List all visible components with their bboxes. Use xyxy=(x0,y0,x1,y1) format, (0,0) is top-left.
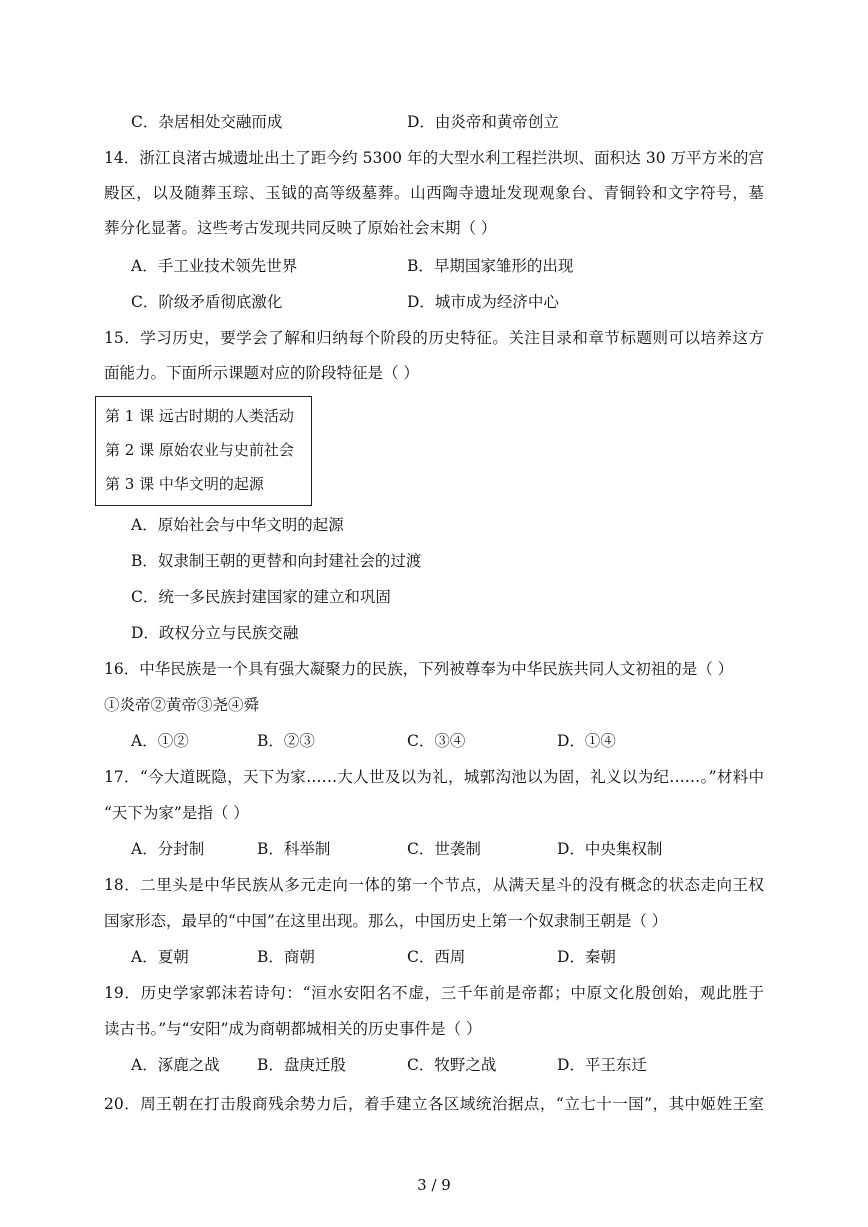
q16-option-d: D．①④ xyxy=(557,732,616,750)
q15-lesson-3: 第 3 课 中华文明的起源 xyxy=(105,475,264,493)
q14-option-b: B．早期国家雏形的出现 xyxy=(407,257,574,275)
q14-stem-line-3: 葬分化显著。这些考古发现共同反映了原始社会末期（ ） xyxy=(104,219,497,237)
q18-option-b: B．商朝 xyxy=(257,948,315,966)
q17-option-b: B．科举制 xyxy=(257,840,331,858)
q20-stem-line-1: 20．周王朝在打击殷商残余势力后，着手建立各区域统治据点，“立七十一国”，其中姬姓王室 xyxy=(104,1095,764,1113)
q16-option-b: B．②③ xyxy=(257,732,315,750)
q15-option-d: D．政权分立与民族交融 xyxy=(131,624,299,642)
q16-stem-line-1: 16．中华民族是一个具有强大凝聚力的民族，下列被尊奉为中华民族共同人文初祖的是（ ） xyxy=(104,660,734,678)
q19-stem-line-1: 19．历史学家郭沫若诗句：“洹水安阳名不虚，三千年前是帝都；中原文化殷创始，观此胜于 xyxy=(104,984,764,1002)
q14-stem-line-2: 殿区，以及随葬玉琮、玉钺的高等级墓葬。山西陶寺遗址发现观象台、青铜铃和文字符号，墓 xyxy=(104,184,764,202)
q14-options-row-2 xyxy=(131,292,771,312)
q15-lesson-1: 第 1 课 远古时期的人类活动 xyxy=(105,407,294,425)
q19-stem-line-2: 读古书。”与“安阳”成为商朝都城相关的历史事件是（ ） xyxy=(104,1020,482,1038)
q19-option-a: A．涿鹿之战 xyxy=(131,1056,220,1074)
q15-stem-line-2: 面能力。下面所示课题对应的阶段特征是（ ） xyxy=(104,364,419,382)
q16-options xyxy=(131,731,771,751)
q14-option-a: A．手工业技术领先世界 xyxy=(131,257,298,275)
q13-option-d: D．由炎帝和黄帝创立 xyxy=(407,113,559,131)
q18-option-d: D．秦朝 xyxy=(557,948,616,966)
q15-option-c-row xyxy=(131,587,771,607)
q18-option-a: A．夏朝 xyxy=(131,948,189,966)
q15-lesson-2: 第 2 课 原始农业与史前社会 xyxy=(105,441,294,459)
q16-stem-line-2: ①炎帝②黄帝③尧④舜 xyxy=(104,696,260,714)
q13-options xyxy=(131,112,771,132)
q14-option-c: C．阶级矛盾彻底激化 xyxy=(131,293,283,311)
q16-option-c: C．③④ xyxy=(407,732,466,750)
q14-options-row-1 xyxy=(131,256,771,276)
q18-option-c: C．西周 xyxy=(407,948,466,966)
q17-stem-line-2: “天下为家”是指（ ） xyxy=(104,804,249,822)
q19-option-c: C．牧野之战 xyxy=(407,1056,497,1074)
q17-option-d: D．中央集权制 xyxy=(557,840,663,858)
q15-option-a-row xyxy=(131,515,771,535)
q15-option-a: A．原始社会与中华文明的起源 xyxy=(131,516,344,534)
q18-stem-line-2: 国家形态，最早的“中国”在这里出现。那么，中国历史上第一个奴隶制王朝是（ ） xyxy=(104,912,668,930)
q15-option-b-row xyxy=(131,551,771,571)
page-number: 3 / 9 xyxy=(417,1176,451,1194)
q17-option-a: A．分封制 xyxy=(131,840,205,858)
q16-option-a: A．①② xyxy=(131,732,189,750)
q19-option-b: B．盘庚迁殷 xyxy=(257,1056,346,1074)
q19-option-d: D．平王东迁 xyxy=(557,1056,647,1074)
q15-lesson-box xyxy=(95,396,312,506)
q15-stem-line-1: 15．学习历史，要学会了解和归纳每个阶段的历史特征。关注目录和章节标题则可以培养这方 xyxy=(104,329,764,347)
q17-stem-line-1: 17．“今大道既隐，天下为家……大人世及以为礼，城郭沟池以为固，礼义以为纪……。”材料中 xyxy=(104,768,764,786)
q17-option-c: C．世袭制 xyxy=(407,840,481,858)
q19-options xyxy=(131,1055,771,1075)
q18-options xyxy=(131,947,771,967)
q15-option-b: B．奴隶制王朝的更替和向封建社会的过渡 xyxy=(131,552,422,570)
q15-option-d-row xyxy=(131,623,771,643)
q14-stem-line-1: 14．浙江良渚古城遗址出土了距今约 5300 年的大型水利工程拦洪坝、面积达 30 万平方米的宫 xyxy=(104,149,764,167)
q17-options xyxy=(131,839,771,859)
q15-option-c: C．统一多民族封建国家的建立和巩固 xyxy=(131,588,391,606)
q13-option-c: C．杂居相处交融而成 xyxy=(131,113,283,131)
q18-stem-line-1: 18．二里头是中华民族从多元走向一体的第一个节点，从满天星斗的没有概念的状态走向王权 xyxy=(104,876,764,894)
q14-option-d: D．城市成为经济中心 xyxy=(407,293,559,311)
